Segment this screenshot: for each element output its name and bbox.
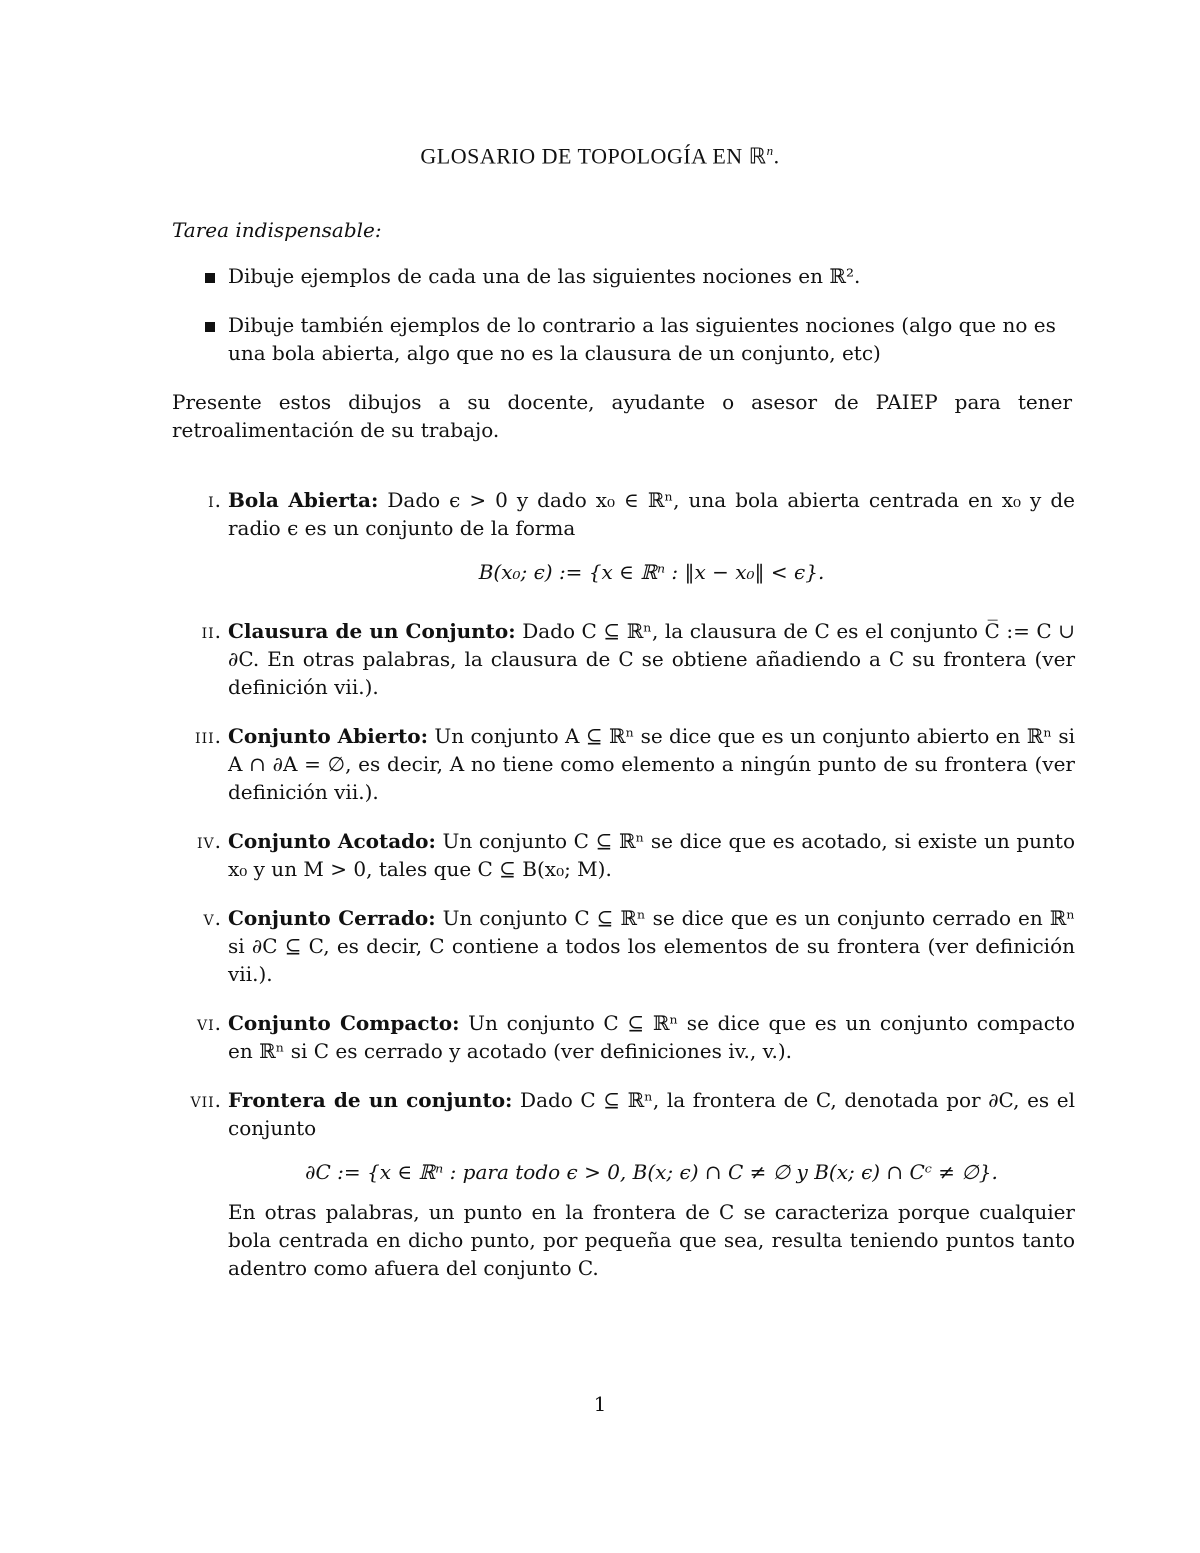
definition-text: Dado C ⊆ ℝⁿ, la clausura de C es el conjunto C̅ := C ∪ ∂C. En otras palabras, la clausura de C se obtiene añadiendo a C su frontera (ver definición vii.). <box>228 619 1075 699</box>
definition-number: iii. <box>195 724 222 748</box>
definition-text: Un conjunto C ⊆ ℝⁿ se dice que es acotado, si existe un punto x₀ y un M > 0, tales que C ⊆ B(x₀; M). <box>228 829 1075 881</box>
definition-text: Un conjunto C ⊆ ℝⁿ se dice que es un conjunto compacto en ℝⁿ si C es cerrado y acotado (ver definiciones iv., v.). <box>228 1011 1075 1063</box>
definition-item <box>170 1086 1075 1282</box>
definition-number: vi. <box>197 1011 222 1035</box>
instruction-paragraph: Presente estos dibujos a su docente, ayudante o asesor de PAIEP para tener retroalimentación de su trabajo. <box>172 390 1072 442</box>
definition-number: i. <box>208 488 222 512</box>
definition-number: iv. <box>197 829 222 853</box>
task-bullet-list <box>205 262 1075 388</box>
definition-text: Un conjunto A ⊆ ℝⁿ se dice que es un conjunto abierto en ℝⁿ si A ∩ ∂A = ∅, es decir, A no tiene como elemento a ningún punto de su frontera (ver definición vii.). <box>228 724 1076 804</box>
definition-text: Un conjunto C ⊆ ℝⁿ se dice que es un conjunto cerrado en ℝⁿ si ∂C ⊆ C, es decir, C contiene a todos los elementos de su frontera (ver definición vii.). <box>228 906 1075 986</box>
definition-text: Dado ϵ > 0 y dado x₀ ∈ ℝⁿ, una bola abierta centrada en x₀ y de radio ϵ es un conjunto de la forma <box>228 488 1075 540</box>
definition-item <box>170 617 1075 701</box>
definitions-list <box>170 486 1075 1303</box>
definition-term: Frontera de un conjunto: <box>228 1088 513 1112</box>
definition-item <box>170 827 1075 883</box>
list-item <box>205 311 1075 367</box>
page-number: 1 <box>593 1392 607 1416</box>
bullet-text: Dibuje también ejemplos de lo contrario a las siguientes nociones (algo que no es una bola abierta, algo que no es la clausura de un conjunto, etc) <box>228 313 1056 365</box>
definition-number: vii. <box>190 1088 222 1112</box>
definition-term: Conjunto Cerrado: <box>228 906 436 930</box>
definition-formula: B(x₀; ϵ) := {x ∈ ℝⁿ : ‖x − x₀‖ < ϵ}. <box>478 560 825 584</box>
definition-text: Dado C ⊆ ℝⁿ, la frontera de C, denotada por ∂C, es el conjunto <box>228 1088 1075 1140</box>
definition-term: Conjunto Acotado: <box>228 829 436 853</box>
definition-item <box>170 722 1075 806</box>
bullet-text: Dibuje ejemplos de cada una de las siguientes nociones en ℝ². <box>228 264 861 288</box>
list-item <box>205 262 1075 290</box>
definition-formula: ∂C := {x ∈ ℝⁿ : para todo ϵ > 0, B(x; ϵ) ∩ C ≠ ∅ y B(x; ϵ) ∩ Cᶜ ≠ ∅}. <box>305 1160 998 1184</box>
task-label: Tarea indispensable: <box>172 218 382 242</box>
definition-item <box>170 904 1075 988</box>
bullet-square-icon <box>205 273 215 283</box>
bullet-square-icon <box>205 322 215 332</box>
definition-term: Conjunto Abierto: <box>228 724 428 748</box>
definition-continuation: En otras palabras, un punto en la frontera de C se caracteriza porque cualquier bola centrada en dicho punto, por pequeña que sea, resulta teniendo puntos tanto adentro como afuera del conjunto C. <box>228 1200 1075 1280</box>
page-title: GLOSARIO DE TOPOLOGÍA EN ℝ$^n$. <box>420 143 780 169</box>
definition-term: Clausura de un Conjunto: <box>228 619 516 643</box>
definition-item <box>170 1009 1075 1065</box>
definition-item <box>170 486 1075 596</box>
definition-number: ii. <box>201 619 222 643</box>
definition-term: Bola Abierta: <box>228 488 379 512</box>
definition-term: Conjunto Compacto: <box>228 1011 460 1035</box>
definition-number: v. <box>203 906 222 930</box>
